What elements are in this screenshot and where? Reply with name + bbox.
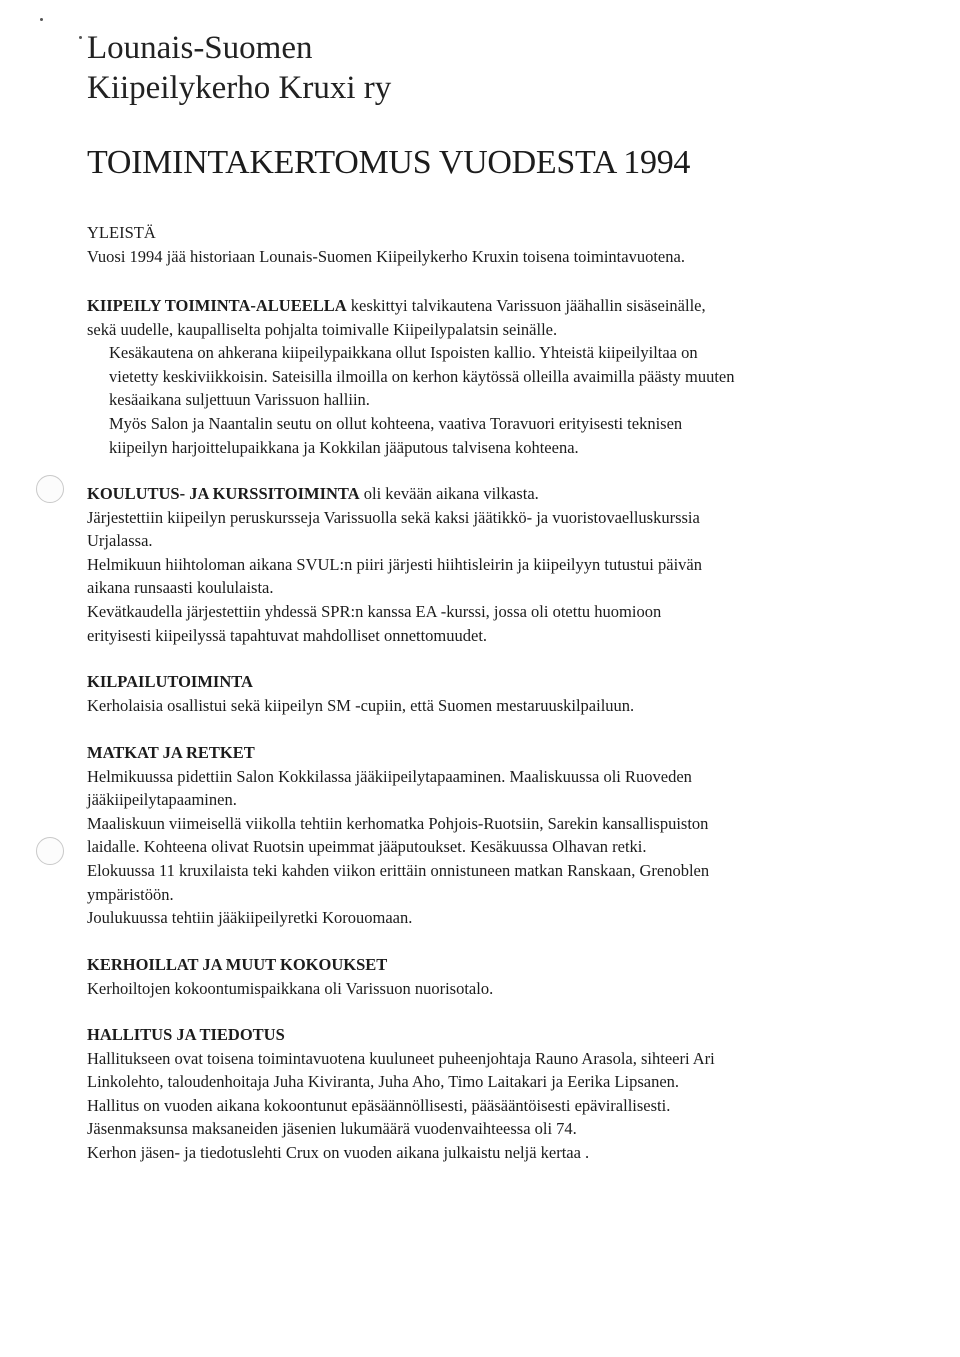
section-text: Järjestettiin kiipeilyn peruskursseja Varissuolla sekä kaksi jäätikkö- ja vuoristovaelluskurssia Urjalassa. Helmikuun hiihtoloman aikana SVUL:n piiri järjesti hiihtisleirin ja kiipeilyyn tutustui päivän aikana runsaasti koululaista. Kevätkaudella järjestettiin yhdessä SPR:n kanssa EA -kurssi, jossa oli otettu huomioon erityisesti kiipeilyssä tapahtuvat mahdolliset onnettomuudet. bbox=[87, 507, 702, 645]
section-paragraph bbox=[87, 482, 827, 506]
section-heading: KILPAILUTOIMINTA bbox=[87, 672, 253, 691]
section-koulutus bbox=[87, 482, 827, 647]
punch-hole bbox=[36, 837, 64, 865]
section-heading: KOULUTUS- JA KURSSITOIMINTA bbox=[87, 484, 360, 503]
org-name-line1: Lounais-Suomen bbox=[87, 30, 313, 66]
org-name-line2: Kiipeilykerho Kruxi ry bbox=[87, 70, 392, 106]
section-kerhoillat bbox=[87, 953, 827, 1000]
section-matkat bbox=[87, 741, 827, 930]
section-kilpailu bbox=[87, 670, 827, 717]
scan-speck bbox=[40, 18, 43, 21]
section-heading: MATKAT JA RETKET bbox=[87, 743, 255, 762]
section-text: Kerholaisia osallistui sekä kiipeilyn SM -cupiin, että Suomen mestaruuskilpailuun. bbox=[87, 695, 635, 715]
section-text: Kerhoiltojen kokoontumispaikkana oli Varissuon nuorisotalo. bbox=[87, 978, 494, 998]
section-text: Helmikuussa pidettiin Salon Kokkilassa jääkiipeilytapaaminen. Maaliskuussa oli Ruoveden jääkiipeilytapaaminen. Maaliskuun viimeisellä viikolla tehtiin kerhomatka Pohjois-Ruotsiin, Sarekin kansallispuiston laidalle. Kohteena olivat Ruotsin upeimmat jääputoukset. Kesäkuussa Olhavan retki. Elokuussa 11 kruxilaista teki kahden viikon erittäin onnistuneen matkan Ranskaan, Grenoblen ympäristöön. Joulukuussa tehtiin jääkiipeilyretki Korouomaan. bbox=[87, 766, 710, 928]
section-heading: KIIPEILY TOIMINTA-ALUEELLA bbox=[87, 296, 347, 315]
section-text: Hallitukseen ovat toisena toimintavuotena kuuluneet puheenjohtaja Rauno Arasola, sihteeri Ari Linkolehto, taloudenhoitaja Juha Kiviranta, Juha Aho, Timo Laitakari ja Eerika Lipsanen. Hallitus on vuoden aikana kokoontunut epäsäännöllisesti, pääsääntöisesti epävirallisesti. Jäsenmaksunsa maksaneiden jäsenien lukumäärä vuodenvaihteessa oli 74. Kerhon jäsen- ja tiedotuslehti Crux on vuoden aikana julkaistu neljä kertaa . bbox=[87, 1048, 715, 1162]
section-heading: KERHOILLAT JA MUUT KOKOUKSET bbox=[87, 955, 388, 974]
section-heading: HALLITUS JA TIEDOTUS bbox=[87, 1025, 285, 1044]
section-yleista bbox=[87, 221, 827, 268]
punch-hole bbox=[36, 475, 64, 503]
section-text: Vuosi 1994 jää historiaan Lounais-Suomen Kiipeilykerho Kruxin toisena toimintavuotena. bbox=[87, 246, 685, 266]
scan-speck bbox=[79, 36, 82, 39]
section-paragraph: Myös Salon ja Naantalin seutu on ollut kohteena, vaativa Toravuori erityisesti teknisen kiipeilyn harjoittelupaikkana ja Kokkilan jääputous talvisena kohteena. bbox=[109, 413, 683, 457]
section-text: oli kevään aikana vilkasta. bbox=[359, 484, 539, 503]
section-paragraph: Kesäkautena on ahkerana kiipeilypaikkana ollut Ispoisten kallio. Yhteistä kiipeilyiltaa on vietetty keskiviikkoisin. Sateisilla ilmoilla on kerhon käytössä olleilla avaimilla päästy muuten kesäaikana suljettuun Varissuon halliin. bbox=[109, 343, 735, 410]
section-heading: YLEISTÄ bbox=[87, 223, 156, 242]
section-kiipeily bbox=[87, 294, 827, 459]
document-title: TOIMINTAKERTOMUS VUODESTA 1994 bbox=[87, 144, 691, 181]
section-text: keskittyi talvikautena Varissuon jäähallin sisäseinälle, sekä uudelle, kaupalliselta pohjalta toimivalle Kiipeilypalatsin seinälle. bbox=[87, 296, 706, 339]
section-paragraph bbox=[87, 294, 827, 341]
section-hallitus bbox=[87, 1023, 827, 1165]
